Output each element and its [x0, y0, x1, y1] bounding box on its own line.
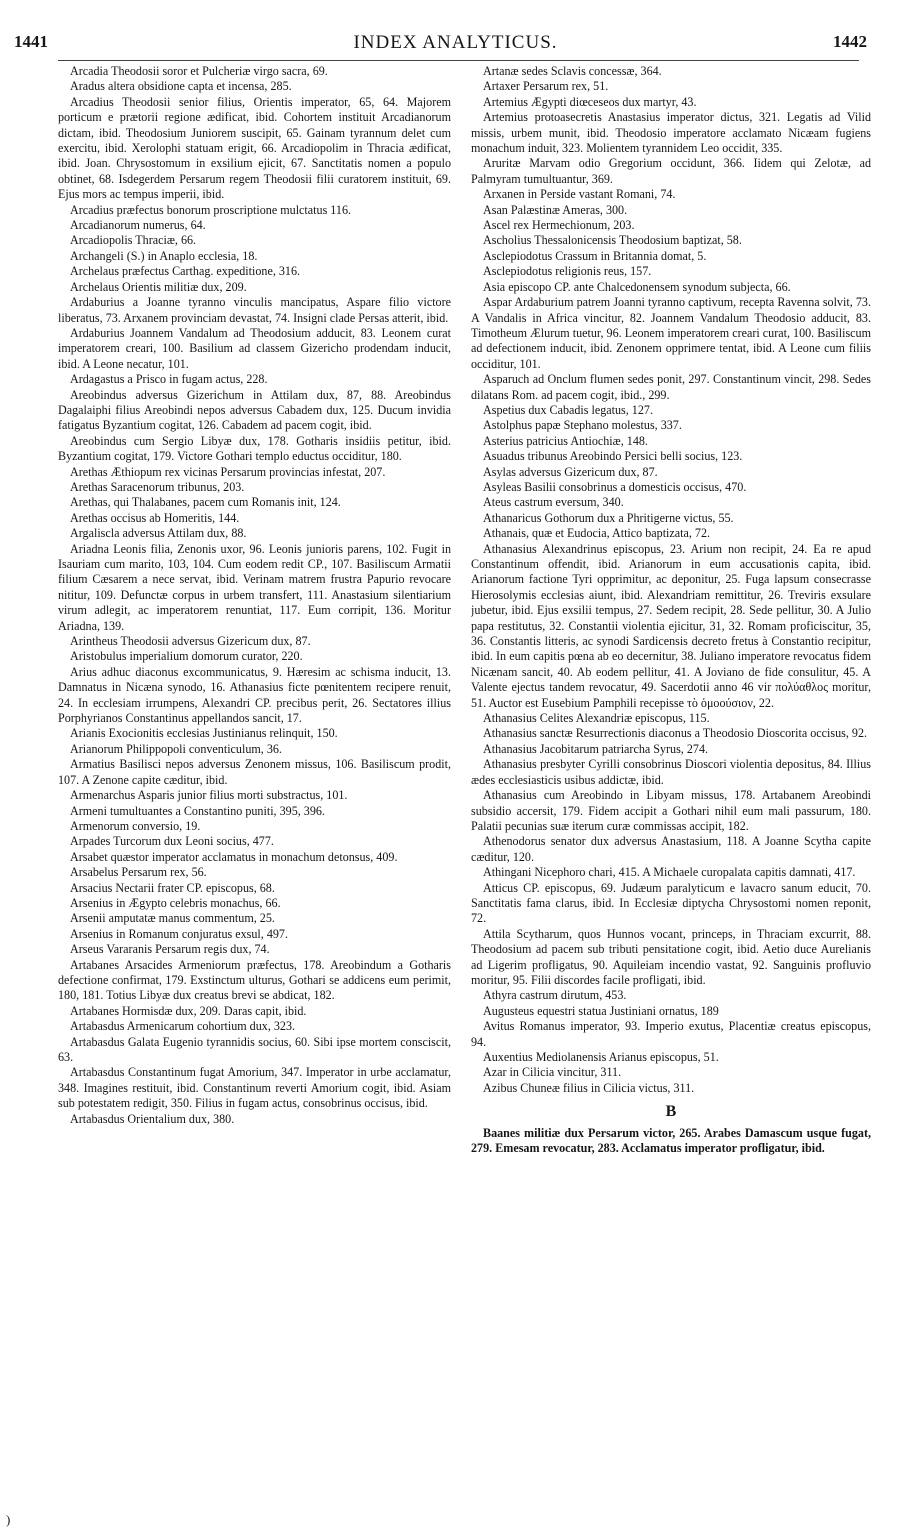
- index-entry: Areobindus cum Sergio Libyæ dux, 178. Gotharis insidiis petitur, ibid. Byzantium cogitat, 179. Victore Gothari templo eductus occiditur, 180.: [58, 433, 451, 464]
- index-entry: Artabasdus Galata Eugenio tyrannidis socius, 60. Sibi ipse mortem consciscit, 63.: [58, 1034, 451, 1064]
- index-entry: Arxanen in Perside vastant Romani, 74.: [483, 187, 676, 202]
- index-entry: Avitus Romanus imperator, 93. Imperio exutus, Placentiæ creatus episcopus, 94.: [471, 1019, 871, 1049]
- index-entry: Athyra castrum dirutum, 453.: [483, 988, 627, 1003]
- index-entry: Asterius patricius Antiochiæ, 148.: [483, 433, 648, 448]
- index-entry: Artaxer Persarum rex, 51.: [483, 79, 609, 94]
- index-entry: Asclepiodotus Crassum in Britannia domat, 5.: [483, 248, 707, 263]
- index-entry: Arcadianorum numerus, 64.: [70, 218, 206, 233]
- index-entry: Athenodorus senator dux adversus Anastasium, 118. A Joanne Scytha capite cæditur, 120.: [471, 834, 871, 864]
- index-entry: Arethas Saracenorum tribunus, 203.: [70, 479, 245, 494]
- page-number-left: 1441: [14, 32, 48, 51]
- index-entry: Auxentius Mediolanensis Arianus episcopus, 51.: [483, 1050, 719, 1064]
- index-entry: Arsabelus Persarum rex, 56.: [70, 865, 207, 880]
- index-entry: Ateus castrum eversum, 340.: [483, 495, 624, 510]
- index-entry: Arethas, qui Thalabanes, pacem cum Romanis init, 124.: [70, 495, 341, 510]
- index-entry: Ascel rex Hermechionum, 203.: [483, 218, 635, 233]
- index-entry: Archelaus Orientis militiæ dux, 209.: [70, 279, 247, 294]
- index-entry: Arethas occisus ab Homeritis, 144.: [70, 510, 240, 525]
- b-entries: [471, 1126, 871, 1157]
- header-rule: [58, 60, 859, 61]
- index-entry: Aspetius dux Cabadis legatus, 127.: [483, 402, 653, 417]
- index-entry: Athanasius Jacobitarum patriarcha Syrus, 274.: [483, 741, 709, 756]
- index-entry: Baanes militiæ dux Persarum victor, 265. Arabes Damascum usque fugat, 279. Emesam revocatur, 283. Acclamatus imperator profligatur, ibid.: [471, 1125, 871, 1156]
- index-entry: Archangeli (S.) in Anaplo ecclesia, 18.: [70, 248, 258, 263]
- index-entry: Ariadna Leonis filia, Zenonis uxor, 96. Leonis junioris parens, 102. Fugit in Isauriam cum marito, 103, 104. Cum eodem redit CP., 107. Basiliscum Armatii filium Cæsarem a nece servat, ibid. Verinam matrem frustra Papurio revocare nititur, 109. Defunctæ corpus in urbem transfert, 111. Anastasium silentiarium virum adlegit, ac imperatorem renuntiat, 117. Eum corripit, 136. Moritur Ariadna, 139.: [58, 541, 451, 633]
- index-entry: Augusteus equestri statua Justiniani ornatus, 189: [483, 1003, 719, 1018]
- index-entry: Armenarchus Asparis junior filius morti substractus, 101.: [70, 788, 348, 803]
- index-entry: Ardagastus a Prisco in fugam actus, 228.: [70, 372, 268, 387]
- index-entry: Athanasius sanctæ Resurrectionis diaconus a Theodosio Dioscorita occisus, 92.: [483, 726, 868, 741]
- index-entry: Athanais, quæ et Eudocia, Attico baptizata, 72.: [483, 526, 711, 541]
- index-entry: Attila Scytharum, quos Hunnos vocant, princeps, in Thraciam excurrit, 88. Theodosium ad pacem sub tributi pensitatione cogit, ibid. Aetio duce Aurelianis ad Ligerim profligatus, 90. Aquileiam incendio vastat, 92. Sanguinis profluvio moritur, 95. Filii discordes facile profligati, ibid.: [471, 926, 871, 987]
- index-entry: Arsenius in Romanum conjuratus exsul, 497.: [70, 926, 289, 941]
- index-entry: Armatius Basilisci nepos adversus Zenonem missus, 106. Basiliscum prodit, 107. A Zenone capite cæditur, ibid.: [58, 757, 451, 787]
- index-entry: Arintheus Theodosii adversus Gizericum dux, 87.: [70, 634, 311, 649]
- index-entry: Artanæ sedes Sclavis concessæ, 364.: [483, 64, 662, 78]
- section-letter-b: B: [665, 1103, 677, 1121]
- index-entry: Artabanes Hormisdæ dux, 209. Daras capit, ibid.: [70, 1003, 307, 1018]
- index-entry: Arsenii amputatæ manus commentum, 25.: [70, 911, 275, 926]
- index-entry: Asparuch ad Onclum flumen sedes ponit, 297. Constantinum vincit, 298. Sedes dilatans Rom. ad pacem cogit, ibid., 299.: [471, 372, 871, 402]
- index-entry: Arianorum Philippopoli conventiculum, 36.: [70, 741, 282, 756]
- index-entry: Artemius protoasecretis Anastasius imperator dictus, 321. Legatis ad Vilid missis, urbem munit, ibid. Theodosio imperatore acclamato Nicæam fugiens monachum induit, 323. Molientem tyrannidem Leo occidit, 335.: [471, 110, 871, 156]
- index-entry: Aradus altera obsidione capta et incensa, 285.: [70, 79, 292, 94]
- index-entry: Arsacius Nectarii frater CP. episcopus, 68.: [70, 880, 275, 895]
- index-entry: Aspar Ardaburium patrem Joanni tyranno captivum, recepta Ravenna solvit, 73. A Vandalis in Africa vincitur, 82. Joannem Vandalum Theodosio adducit, 83. Timotheum Ælurum tuetur, 96. Leonem imperatorem creari curat, 100. Basiliscum ad defectionem inducit, ibid. Zenonem opprimere tentat, ibid. A Leone cum filiis occiditur, 101.: [471, 295, 871, 371]
- margin-mark: ): [6, 1512, 11, 1527]
- index-entry: Areobindus adversus Gizerichum in Attilam dux, 87, 88. Areobindus Dagalaiphi filius Areobindi nepos adversus Cabadem dux, 125. Ducum invidia fatigatus Byzantium cogitat, 126. Cabadem ad pacem cogit, ibid.: [58, 387, 451, 433]
- index-entry: Atticus CP. episcopus, 69. Judæum paralyticum e lavacro sanum educit, 70. Sanctitatis fama clarus, ibid. In Ecclesiæ diptycha Chrysostomi nomen reponit, 72.: [471, 880, 871, 926]
- index-entry: Athanaricus Gothorum dux a Phritigerne victus, 55.: [483, 510, 734, 525]
- index-entry: Aristobulus imperialium domorum curator, 220.: [70, 649, 303, 664]
- left-column: [58, 64, 451, 1474]
- index-entry: Arcadius Theodosii senior filius, Orientis imperator, 65, 64. Majorem porticum e prætorii regione ædificat, ibid. Cohortem instituit Arcadianorum dictam, ibid. Theodosium Juniorem suscipit, 65. Gainam tyrannum delet cum exercitu, ibid. Xerolophi statuam erigit, 66. Arcadiopolim in Thracia ædificat, ibid. Joan. Chrysostomum in exsilium ejicit, 67. Sanctitatis nomen a populo obtinet, 68. Isdegerdem Persarum regem Theodosii filii curatorem instituit, 69. Ejus mors ac tempus imperii, ibid.: [58, 94, 451, 202]
- index-entry: Astolphus papæ Stephano molestus, 337.: [483, 418, 682, 433]
- index-entry: Arcadia Theodosii soror et Pulcheriæ virgo sacra, 69.: [70, 64, 328, 78]
- right-entries: [471, 64, 871, 1096]
- index-entry: Athanasius Celites Alexandriæ episcopus, 115.: [483, 711, 710, 726]
- index-entry: Arcadius præfectus bonorum proscriptione mulctatus 116.: [70, 202, 352, 217]
- index-entry: Asia episcopo CP. ante Chalcedonensem synodum subjecta, 66.: [483, 279, 791, 294]
- index-entry: Arianis Exocionitis ecclesias Justinianus relinquit, 150.: [70, 726, 338, 741]
- index-entry: Artabanes Arsacides Armeniorum præfectus, 178. Areobindum a Gotharis defectione confirmat, 179. Exstinctum ulturus, Gothari se addicens eum perimit, 180, 181. Totius Libyæ dux creatus brevi se abdicat, 182.: [58, 957, 451, 1003]
- index-entry: Artabasdus Armenicarum cohortium dux, 323.: [70, 1019, 296, 1034]
- index-entry: Arsabet quæstor imperator acclamatus in monachum detonsus, 409.: [70, 849, 398, 864]
- index-entry: Aruritæ Marvam odio Gregorium occidunt, 366. Iidem qui Zelotæ, ad Palmyram tumultuantur, 369.: [471, 156, 871, 186]
- index-entry: Arsenius in Ægypto celebris monachus, 66.: [70, 895, 281, 910]
- index-entry: Athanasius cum Areobindo in Libyam missus, 178. Artabanem Areobindi subsidio accersit, 179. Fidem accipit a Gothari nihil eum mali passurum, 180. Palatii pecunias suæ iterum curæ commissas accipit, 182.: [471, 788, 871, 833]
- index-entry: Arcadiopolis Thraciæ, 66.: [70, 233, 197, 248]
- index-entry: Artabasdus Orientalium dux, 380.: [70, 1111, 235, 1126]
- index-entry: Arethas Æthiopum rex vicinas Persarum provincias infestat, 207.: [70, 464, 386, 479]
- index-entry: Ardaburius a Joanne tyranno vinculis mancipatus, Aspare filio victore liberatus, 73. Arxanem provinciam devastat, 74. Insigni clade Persas atterit, ibid.: [58, 295, 451, 325]
- index-entry: Athingani Nicephoro chari, 415. A Michaele curopalata capitis damnati, 417.: [483, 865, 856, 880]
- index-entry: Asan Palæstinæ Ameras, 300.: [483, 202, 628, 217]
- index-entry: Asylas adversus Gizericum dux, 87.: [483, 464, 658, 479]
- page-header: [0, 32, 911, 58]
- index-entry: Artemius Ægypti diœceseos dux martyr, 43.: [483, 94, 697, 109]
- index-entry: Asclepiodotus religionis reus, 157.: [483, 264, 652, 279]
- index-entry: Ardaburius Joannem Vandalum ad Theodosium adducit, 83. Leonem curat imperatorem creari, 100. Basilium ad classem Gizericho prodendam inducit, ibid. A Leone necatur, 101.: [58, 325, 451, 371]
- index-entry: Asyleas Basilii consobrinus a domesticis occisus, 470.: [483, 479, 747, 494]
- index-entry: Asuadus tribunus Areobindo Persici belli socius, 123.: [483, 449, 743, 464]
- index-entry: Archelaus præfectus Carthag. expeditione, 316.: [70, 264, 301, 279]
- right-column: [471, 64, 871, 1474]
- index-entry: Azibus Chuneæ filius in Cilicia victus, 311.: [483, 1080, 695, 1095]
- index-entry: Armenorum conversio, 19.: [70, 818, 201, 833]
- index-entry: Athanasius presbyter Cyrilli consobrinus Dioscori violentia depositus, 84. Illius ædes ecclesiasticis usibus addictæ, ibid.: [471, 757, 871, 787]
- index-entry: Athanasius Alexandrinus episcopus, 23. Arium non recipit, 24. Ea re apud Constantinum offendit, ibid. Arianorum in eum accusationis capita, ibid. Arianorum factione Tyri opprimitur, ac deponitur, 25. Fuga lapsum consecrasse Hierosolymis ecclesias aiunt, ibid. Alexandriam remittitur, 26. Treviris exsulare jubetur, ibid. Ejus exsilii tempus, 27. Sedem recipit, 28. Sede pellitur, 30. A Julio papa restitutus, 32. Constantii violentia ejicitur, 31, 32. Romam proficiscitur, 35, 36. Constantis litteris, ac synodi Sardicensis decreto fretus à Constantio recipitur, ibid. In eum capitis pœna ab eo decernitur, 38. Juliano imperatore revocatus fidem Nicænam sancit, 40. Ab eodem pellitur, 41. A Joviano de fide consulitur, 45. A Valente ejectus tandem revocatur, 49. Sacerdotii anno 46 vir πολύαθλος moritur, 51. Auctor est Eusebium Pamphili recepisse τὸ ὁμοούσιον, 22.: [471, 541, 871, 710]
- page-number-right: 1442: [833, 32, 867, 51]
- index-entry: Armeni tumultuantes a Constantino puniti, 395, 396.: [70, 803, 325, 818]
- index-entry: Arius adhuc diaconus excommunicatus, 9. Hæresim ac schisma inducit, 13. Damnatus in Nicæna synodo, 16. Athanasius ficte pœnitentem recipere renuit, 24. In ecclesiam irrumpens, Alexandri CP. precibus perit, 26. Sectatores illius Porphyrianos Constantinus appellandos sancit, 17.: [58, 664, 451, 726]
- index-entry: Arpades Turcorum dux Leoni socius, 477.: [70, 834, 274, 849]
- index-entry: Argaliscla adversus Attilam dux, 88.: [70, 526, 247, 541]
- index-entry: Azar in Cilicia vincitur, 311.: [483, 1065, 622, 1080]
- index-entry: Artabasdus Constantinum fugat Amorium, 347. Imperator in urbe acclamatur, 348. Imagines restituit, ibid. Constantinum reverti Amorium cogit, ibid. Asiam sub potestatem redigit, 350. Filius in fugam actus, consobrinus occisus, ibid.: [58, 1065, 451, 1111]
- index-entry: Arseus Vararanis Persarum regis dux, 74.: [70, 942, 270, 957]
- index-entry: Ascholius Thessalonicensis Theodosium baptizat, 58.: [483, 233, 742, 248]
- page-title: INDEX ANALYTICUS.: [353, 32, 558, 53]
